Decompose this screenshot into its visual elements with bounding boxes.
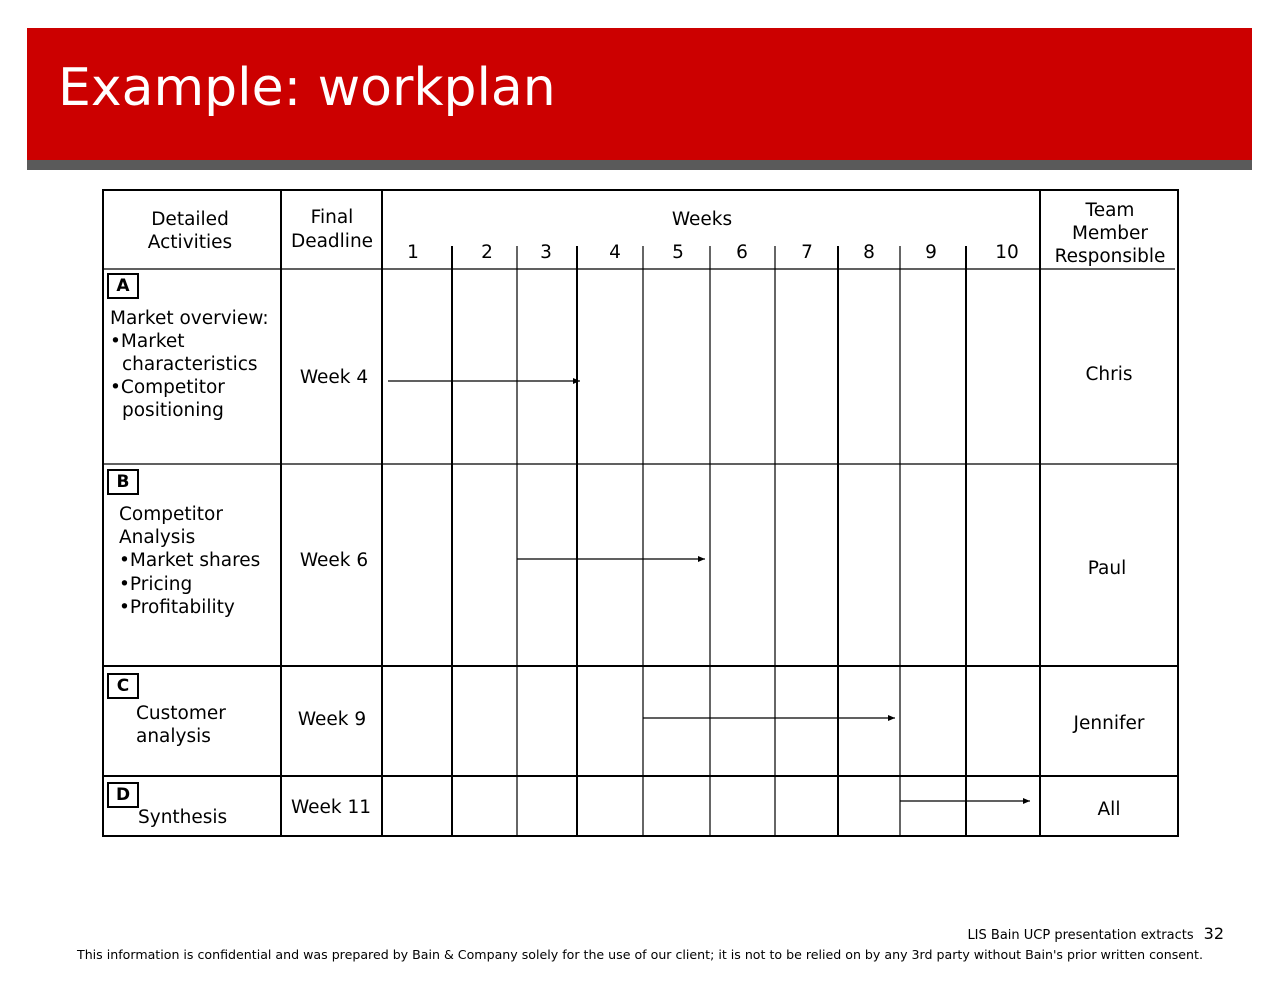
week-number-6: 6	[736, 242, 748, 263]
activity-a-line-1: Market overview:	[110, 308, 269, 329]
header-team-line-1: Team	[1085, 200, 1135, 221]
activity-d-line-1: Synthesis	[138, 807, 228, 828]
header-activities-line-1: Detailed	[151, 209, 229, 230]
week-number-7: 7	[801, 242, 813, 263]
responsible-a: Chris	[1085, 364, 1133, 385]
week-number-3: 3	[540, 242, 552, 263]
deadline-c: Week 9	[297, 709, 367, 730]
activity-b-line-4: •Pricing	[119, 574, 193, 595]
week-number-9: 9	[925, 242, 937, 263]
deadline-b: Week 6	[299, 550, 369, 571]
activity-tag-c: C	[107, 673, 139, 699]
activity-tag-d: D	[107, 782, 139, 808]
header-deadline-line-2: Deadline	[290, 231, 374, 252]
deadline-d: Week 11	[290, 797, 372, 818]
grid-lines	[103, 190, 1178, 836]
activity-b-line-1: Competitor	[119, 504, 223, 525]
week-number-5: 5	[672, 242, 684, 263]
activity-a-line-4: •Competitor	[110, 377, 225, 398]
responsible-b: Paul	[1087, 558, 1127, 579]
week-number-2: 2	[481, 242, 493, 263]
responsible-d: All	[1097, 799, 1121, 820]
activity-b-line-5: •Profitability	[119, 597, 235, 618]
activity-c-line-1: Customer	[136, 703, 226, 724]
table-border	[103, 190, 1178, 836]
activity-tag-a: A	[107, 273, 139, 299]
activity-c-line-2: analysis	[136, 726, 211, 747]
activity-tag-b: B	[107, 469, 139, 495]
header-deadline-line-1: Final	[310, 207, 354, 228]
week-number-4: 4	[609, 242, 621, 263]
activity-b-line-3: •Market shares	[119, 550, 261, 571]
footer-source-text: LIS Bain UCP presentation extracts	[967, 928, 1194, 943]
header-team-line-3: Responsible	[1054, 246, 1166, 267]
header-weeks: Weeks	[671, 209, 733, 230]
page-number: 32	[1203, 924, 1224, 943]
slide-title: Example: workplan	[58, 58, 556, 118]
week-number-1: 1	[407, 242, 419, 263]
header-activities-line-2: Activities	[147, 232, 233, 253]
activity-a-line-5: positioning	[122, 400, 224, 421]
confidentiality-disclaimer: This information is confidential and was prepared by Bain & Company solely for the use of our client; it is not to be relied on by any 3rd party without Bain's prior written consent.	[77, 947, 1203, 962]
week-number-8: 8	[863, 242, 875, 263]
activity-b-line-2: Analysis	[119, 527, 196, 548]
responsible-c: Jennifer	[1073, 713, 1145, 734]
deadline-a: Week 4	[299, 367, 369, 388]
header-team-line-2: Member	[1071, 223, 1149, 244]
activity-a-line-3: characteristics	[122, 354, 258, 375]
activity-a-line-2: •Market	[110, 331, 185, 352]
gantt-bars	[388, 381, 1030, 801]
footer-source	[967, 924, 1224, 943]
week-number-10: 10	[995, 242, 1019, 263]
